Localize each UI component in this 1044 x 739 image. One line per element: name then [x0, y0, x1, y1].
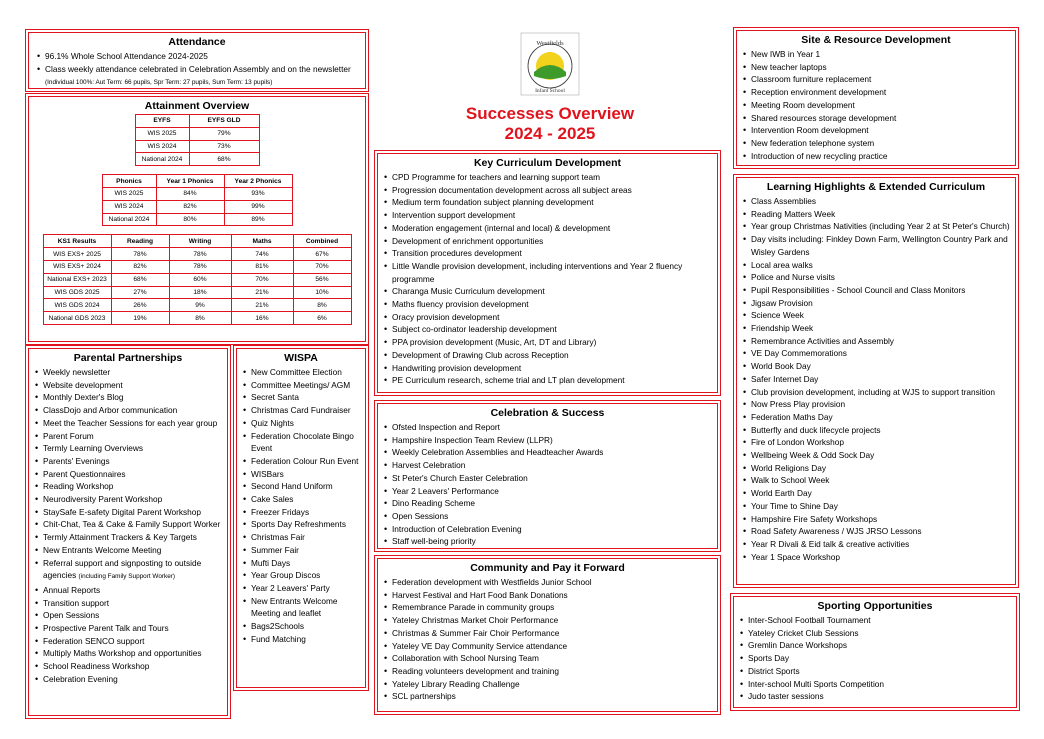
list-item: • Termly Attainment Trackers & Key Targets — [33, 531, 223, 544]
list-item: • Jigsaw Provision — [741, 297, 1011, 310]
phonics-table: Phonics Year 1 Phonics Year 2 Phonics WIS 2025 84% 93% WIS 2024 82% 99% National 2024 80% 89% — [102, 174, 293, 226]
list-item: • Charanga Music Curriculum development — [382, 285, 713, 298]
table-row: WIS EXS+ 2024 82% 78% 81% 70% — [43, 260, 351, 273]
list-item: • Inter-School Football Tournament — [738, 614, 1012, 627]
list-item: • Inter-school Multi Sports Competition — [738, 678, 1012, 691]
parental-box — [28, 348, 228, 716]
list-item: • Mufti Days — [241, 557, 361, 570]
list-item: • Quiz Nights — [241, 417, 361, 430]
list-item: • Summer Fair — [241, 544, 361, 557]
list-item: • Intervention Room development — [741, 124, 1011, 137]
attendance-box — [28, 32, 366, 89]
table-row: National EXS+ 2023 68% 60% 70% 56% — [43, 273, 351, 286]
table-row: WIS GDS 2024 26% 9% 21% 8% — [43, 299, 351, 312]
list-item: • Christmas Fair — [241, 531, 361, 544]
logo-top-text: Westfields — [536, 40, 564, 47]
table-row: National 2024 80% 89% — [102, 213, 292, 226]
list-item: • Website development — [33, 379, 223, 392]
curriculum-heading: Key Curriculum Development — [473, 157, 622, 169]
list-item: • Progression documentation development across all subject areas — [382, 184, 713, 197]
list-item: • Year group Christmas Nativities (including Year 2 at St Peter's Church) — [741, 220, 1011, 233]
list-item: • Chit-Chat, Tea & Cake & Family Support Worker — [33, 518, 223, 531]
site-heading: Site & Resource Development — [801, 34, 951, 46]
page-title — [455, 104, 645, 144]
list-item: • Weekly newsletter — [33, 366, 223, 379]
list-item: • World Earth Day — [741, 487, 1011, 500]
list-item: • New IWB in Year 1 — [741, 48, 1011, 61]
list-item: • Remembrance Activities and Assembly — [741, 335, 1011, 348]
list-item: • VE Day Commemorations — [741, 347, 1011, 360]
list-item: • Shared resources storage development — [741, 112, 1011, 125]
list-item: • Transition support — [33, 597, 223, 610]
list-item: • Freezer Fridays — [241, 506, 361, 519]
list-item: • Remembrance Parade in community groups — [382, 601, 713, 614]
list-item: • School Readiness Workshop — [33, 660, 223, 673]
list-item: • Meeting Room development — [741, 99, 1011, 112]
list-item: • Weekly Celebration Assemblies and Headteacher Awards — [382, 446, 713, 459]
list-item: • Monthly Dexter's Blog — [33, 391, 223, 404]
attainment-box — [28, 96, 366, 342]
table-row: WIS EXS+ 2025 78% 78% 74% 67% — [43, 248, 351, 261]
list-item: • Sports Day Refreshments — [241, 518, 361, 531]
list-item: • Maths fluency provision development — [382, 298, 713, 311]
curriculum-box — [377, 153, 718, 393]
list-item: • Reading Matters Week — [741, 208, 1011, 221]
list-item: • Open Sessions — [382, 510, 713, 523]
list-item: • Collaboration with School Nursing Team — [382, 652, 713, 665]
eyfs-table: EYFS EYFS GLD WIS 2025 79% WIS 2024 73% National 2024 68% — [135, 114, 260, 166]
list-item: • Federation Colour Run Event — [241, 455, 361, 468]
list-item: • Development of enrichment opportunities — [382, 235, 713, 248]
list-item: • Parents' Evenings — [33, 455, 223, 468]
list-item: • Wellbeing Week & Odd Sock Day — [741, 449, 1011, 462]
list-item: • Now Press Play provision — [741, 398, 1011, 411]
list-item: • Intervention support development — [382, 209, 713, 222]
list-item: • Annual Reports — [33, 584, 223, 597]
list-item: • Federation development with Westfields Junior School — [382, 576, 713, 589]
list-item: • Year 2 Leavers' Party — [241, 582, 361, 595]
list-item: • Secret Santa — [241, 391, 361, 404]
list-item: • Hampshire Inspection Team Review (LLPR) — [382, 434, 713, 447]
list-item: • Reception environment development — [741, 86, 1011, 99]
list-item: • StaySafe E-safety Digital Parent Workshop — [33, 506, 223, 519]
list-item: • Parent Questionnaires — [33, 468, 223, 481]
list-item: • Year 2 Leavers' Performance — [382, 485, 713, 498]
table-row: WIS 2025 84% 93% — [102, 187, 292, 200]
list-item: • Neurodiversity Parent Workshop — [33, 493, 223, 506]
list-item: • Ofsted Inspection and Report — [382, 421, 713, 434]
list-item: • SCL partnerships — [382, 690, 713, 703]
list-item: • PE Curriculum research, scheme trial and LT plan development — [382, 374, 713, 387]
list-item: • Harvest Celebration — [382, 459, 713, 472]
list-item: • Development of Drawing Club across Reception — [382, 349, 713, 362]
sporting-heading: Sporting Opportunities — [817, 600, 933, 612]
list-item: • WISBars — [241, 468, 361, 481]
list-item: • Federation Maths Day — [741, 411, 1011, 424]
logo-bottom-text: Infant School — [535, 88, 565, 94]
ks1-table: KS1 Results Reading Writing Maths Combined WIS EXS+ 2025 78% 78% 74% 67% WIS EXS+ 2024 82% 78% 81% 70% National EXS+ 2023 68% 60% 70% 56% WIS GDS 2025 27% 18% 21% 10% WIS GDS 2024 26% 9% 21% 8% National GDS 2023 19% 8% 16% 6% — [43, 234, 352, 325]
list-item: • Classroom furniture replacement — [741, 73, 1011, 86]
school-logo — [520, 32, 580, 96]
list-item: • Cake Sales — [241, 493, 361, 506]
table-row: National 2024 68% — [135, 153, 259, 166]
list-item: • Year Group Discos — [241, 569, 361, 582]
list-item: • PPA provision development (Music, Art, DT and Library) — [382, 336, 713, 349]
list-item: • Federation SENCO support — [33, 635, 223, 648]
list-item: • Sports Day — [738, 652, 1012, 665]
list-item: • Local area walks — [741, 259, 1011, 272]
list-item: • Science Week — [741, 309, 1011, 322]
list-item: • Class weekly attendance celebrated in Celebration Assembly and on the newsletter (Individual 100%: Aut Term: 66 pupils, Spr Term: 27 pupils, Sum Term: 13 pupils) — [35, 63, 359, 90]
attainment-heading: Attainment Overview — [144, 100, 250, 112]
list-item: • Yateley Cricket Club Sessions — [738, 627, 1012, 640]
list-item: • Gremlin Dance Workshops — [738, 639, 1012, 652]
list-item: • Oracy provision development — [382, 311, 713, 324]
list-item: • Police and Nurse visits — [741, 271, 1011, 284]
list-item: • Day visits including: Finkley Down Farm, Wellington Country Park and Wisley Gardens — [741, 233, 1011, 258]
list-item: • Year 1 Space Workshop — [741, 551, 1011, 564]
list-item: • Yateley VE Day Community Service attendance — [382, 640, 713, 653]
list-item: • Second Hand Uniform — [241, 480, 361, 493]
parental-heading: Parental Partnerships — [73, 352, 183, 364]
list-item: • Pupil Responsibilities - School Council and Class Monitors — [741, 284, 1011, 297]
list-item: • 96.1% Whole School Attendance 2024-2025 — [35, 50, 359, 63]
list-item: • Safer Internet Day — [741, 373, 1011, 386]
list-item: • Christmas Card Fundraiser — [241, 404, 361, 417]
list-item: • Fire of London Workshop — [741, 436, 1011, 449]
table-row: WIS GDS 2025 27% 18% 21% 10% — [43, 286, 351, 299]
list-item: • Yateley Library Reading Challenge — [382, 678, 713, 691]
list-item: • Open Sessions — [33, 609, 223, 622]
list-item: • ClassDojo and Arbor communication — [33, 404, 223, 417]
sporting-box — [733, 596, 1017, 708]
list-item: • Staff well-being priority — [382, 535, 713, 548]
community-heading: Community and Pay it Forward — [470, 562, 625, 574]
list-item: • Multiply Maths Workshop and opportunities — [33, 647, 223, 660]
attendance-heading: Attendance — [168, 36, 226, 48]
list-item: • District Sports — [738, 665, 1012, 678]
list-item: • Little Wandle provision development, including interventions and Year 2 fluency programme — [382, 260, 713, 285]
title-line-2: 2024 - 2025 — [504, 124, 596, 143]
list-item: • New Entrants Welcome Meeting and leaflet — [241, 595, 361, 620]
list-item: • Friendship Week — [741, 322, 1011, 335]
list-item: • Hampshire Fire Safety Workshops — [741, 513, 1011, 526]
list-item: • Medium term foundation subject planning development — [382, 196, 713, 209]
list-item: • New Committee Election — [241, 366, 361, 379]
list-item: • Judo taster sessions — [738, 690, 1012, 703]
community-box — [377, 558, 718, 712]
celebration-heading: Celebration & Success — [490, 407, 605, 419]
list-item: • Your Time to Shine Day — [741, 500, 1011, 513]
list-item: • Referral support and signposting to outside agencies (including Family Support Worker) — [33, 557, 223, 584]
list-item: • Committee Meetings/ AGM — [241, 379, 361, 392]
table-row: WIS 2025 79% — [135, 127, 259, 140]
list-item: • Transition procedures development — [382, 247, 713, 260]
list-item: • Federation Chocolate Bingo Event — [241, 430, 361, 455]
list-item: • Butterfly and duck lifecycle projects — [741, 424, 1011, 437]
list-item: • Fund Matching — [241, 633, 361, 646]
learning-heading: Learning Highlights & Extended Curriculum — [766, 181, 986, 193]
list-item: • Bags2Schools — [241, 620, 361, 633]
list-item: • Introduction of Celebration Evening — [382, 523, 713, 536]
list-item: • Year R Divali & Eid talk & creative activities — [741, 538, 1011, 551]
list-item: • Parent Forum — [33, 430, 223, 443]
list-item: • CPD Programme for teachers and learning support team — [382, 171, 713, 184]
site-box — [736, 30, 1016, 166]
table-row: WIS 2024 73% — [135, 140, 259, 153]
wispa-heading: WISPA — [284, 352, 318, 364]
table-row: WIS 2024 82% 99% — [102, 200, 292, 213]
table-row: National GDS 2023 19% 8% 16% 6% — [43, 312, 351, 325]
list-item: • Introduction of new recycling practice — [741, 150, 1011, 163]
list-item: • Prospective Parent Talk and Tours — [33, 622, 223, 635]
list-item: • World Book Day — [741, 360, 1011, 373]
list-item: • New Entrants Welcome Meeting — [33, 544, 223, 557]
list-item: • Yateley Christmas Market Choir Performance — [382, 614, 713, 627]
list-item: • New teacher laptops — [741, 61, 1011, 74]
list-item: • St Peter's Church Easter Celebration — [382, 472, 713, 485]
list-item: • Moderation engagement (internal and local) & development — [382, 222, 713, 235]
list-item: • Club provision development, including at WJS to support transition — [741, 386, 1011, 399]
list-item: • Subject co-ordinator leadership development — [382, 323, 713, 336]
list-item: • Meet the Teacher Sessions for each year group — [33, 417, 223, 430]
list-item: • Celebration Evening — [33, 673, 223, 686]
list-item: • Christmas & Summer Fair Choir Performance — [382, 627, 713, 640]
list-item: • Termly Learning Overviews — [33, 442, 223, 455]
list-item: • Reading volunteers development and training — [382, 665, 713, 678]
list-item: • Harvest Festival and Hart Food Bank Donations — [382, 589, 713, 602]
list-item: • Handwriting provision development — [382, 362, 713, 375]
wispa-box — [236, 348, 366, 688]
list-item: • Dino Reading Scheme — [382, 497, 713, 510]
list-item: • Road Safety Awareness / WJS JRSO Lessons — [741, 525, 1011, 538]
learning-box — [736, 177, 1016, 585]
title-line-1: Successes Overview — [465, 104, 635, 123]
list-item: • Class Assemblies — [741, 195, 1011, 208]
celebration-box — [377, 403, 718, 549]
list-item: • Walk to School Week — [741, 474, 1011, 487]
list-item: • New federation telephone system — [741, 137, 1011, 150]
list-item: • World Religions Day — [741, 462, 1011, 475]
list-item: • Reading Workshop — [33, 480, 223, 493]
